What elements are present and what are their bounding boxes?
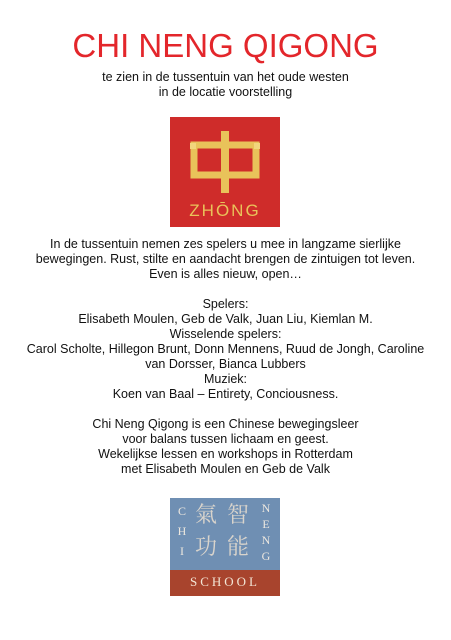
intro-line: Even is alles nieuw, open… [149,267,302,281]
zhong-logo [170,117,280,227]
players-heading: Spelers: [202,297,249,311]
music-credit: Koen van Baal – Entirety, Conciousness. [112,387,339,401]
page-title: CHI NENG QIGONG [72,27,379,64]
school-letter: N [261,533,271,547]
subtitle [0,70,451,100]
school-letter: I [180,544,184,558]
intro-line: bewegingen. Rust, stilte en aandacht brengen de zintuigen tot leven. [35,252,416,266]
about-line: Chi Neng Qigong is een Chinese bewegingsleer [92,417,359,431]
school-letter: N [261,501,271,515]
school-hanzi: 能 [226,535,249,560]
music-heading: Muziek: [203,372,248,386]
subtitle-line: in de locatie voorstelling [158,85,293,99]
school-letter: E [262,517,270,531]
about-line: met Elisabeth Moulen en Geb de Valk [121,462,330,476]
school-logo-top [170,498,280,570]
players-list: Elisabeth Moulen, Geb de Valk, Juan Liu, Kiemlan M. [78,312,373,326]
school-hanzi: 智 [226,503,249,528]
body-text [0,237,451,477]
school-logo-bottom [170,570,280,596]
zhong-label: ZHŌNG [189,201,261,220]
alternates-list: Carol Scholte, Hillegon Brunt, Donn Mennens, Ruud de Jongh, Caroline [26,342,425,356]
school-letter: C [177,504,186,518]
alternates-heading: Wisselende spelers: [169,327,282,341]
school-word: SCHOOL [189,574,260,589]
alternates-list: van Dorsser, Bianca Lubbers [145,357,306,371]
about-line: voor balans tussen lichaam en geest. [122,432,329,446]
chi-neng-school-logo [170,498,280,596]
intro-line: In de tussentuin nemen zes spelers u mee in langzame sierlijke [50,237,401,251]
school-letter: G [261,549,271,563]
subtitle-line: te zien in de tussentuin van het oude westen [102,70,349,84]
school-letter: H [177,524,187,538]
school-hanzi: 氣 [194,503,217,528]
school-hanzi: 功 [194,535,217,560]
about-line: Wekelijkse lessen en workshops in Rotterdam [98,447,353,461]
